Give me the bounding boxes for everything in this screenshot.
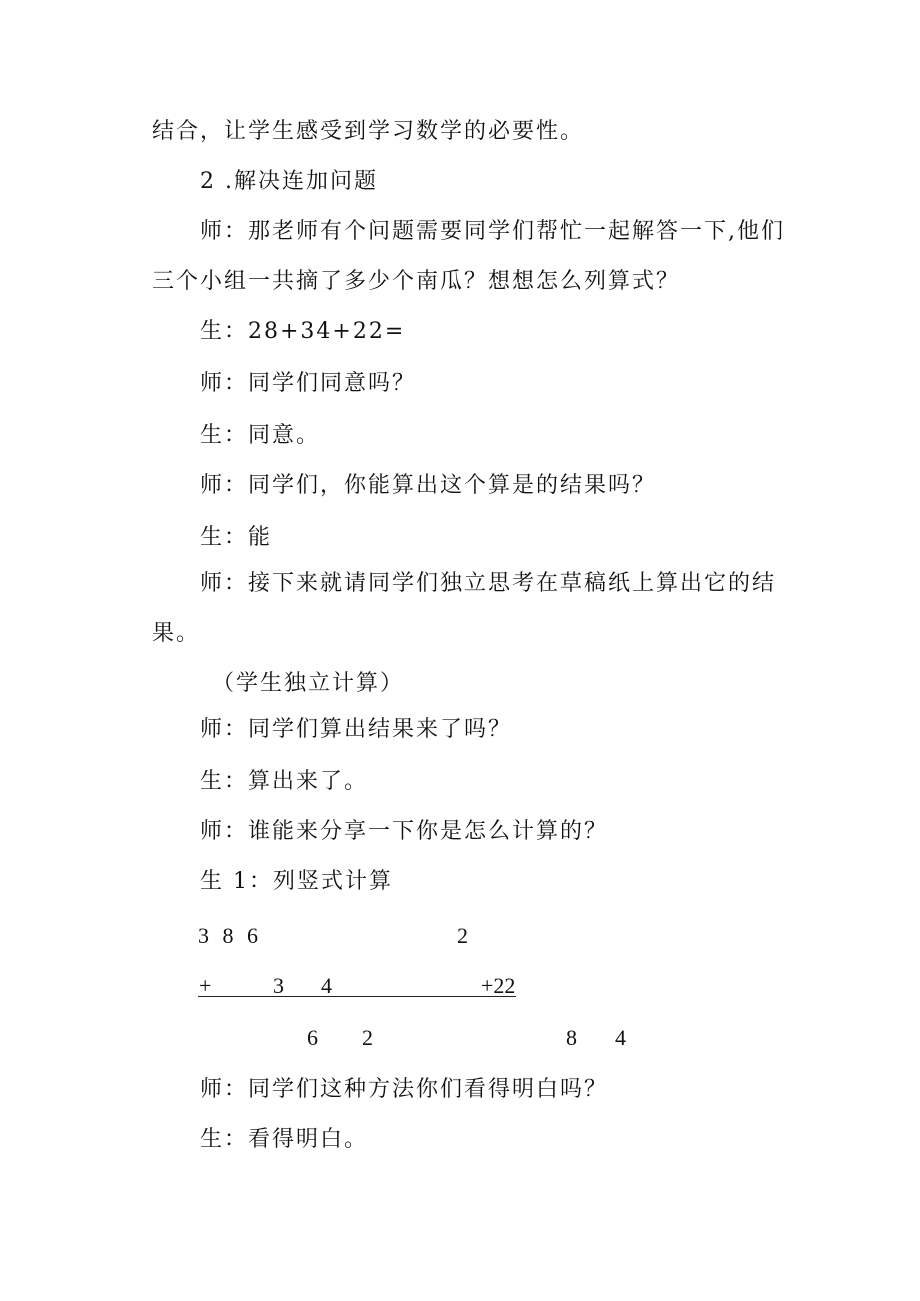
teacher-instruction-line-2: 果。 <box>152 621 201 646</box>
student-expression: 生：28+34+22= <box>200 319 406 344</box>
teacher-question-line-2: 三个小组一共摘了多少个南瓜？想想怎么列算式？ <box>152 269 681 294</box>
calc-row1-right: 2 <box>457 923 468 948</box>
calc-row2-right: +22 <box>481 973 516 998</box>
calc-row2-digit-b: 4 <box>321 973 332 998</box>
teacher-line: 师：谁能来分享一下你是怎么计算的？ <box>200 819 609 844</box>
paragraph-conclusion: 结合，让学生感受到学习数学的必要性。 <box>152 119 585 144</box>
calc-row3-digit-d: 4 <box>615 1025 626 1050</box>
calc-row3-digit-b: 2 <box>362 1025 373 1050</box>
student-line: 生：算出来了。 <box>200 769 369 794</box>
student-line: 生：看得明白。 <box>200 1127 369 1152</box>
teacher-line: 师：同学们这种方法你们看得明白吗？ <box>200 1077 609 1102</box>
teacher-line: 师：同学们，你能算出这个算是的结果吗？ <box>200 473 657 498</box>
teacher-question-line-1: 师：那老师有个问题需要同学们帮忙一起解答一下,他们 <box>200 219 785 244</box>
teacher-line: 师：同学们算出结果来了吗？ <box>200 717 513 742</box>
section-heading: 2 .解决连加问题 <box>200 169 378 194</box>
calc-row1-left: 3 8 6 <box>198 923 262 948</box>
calc-row2-plus: + <box>199 973 212 998</box>
stage-direction: （学生独立计算） <box>212 671 405 696</box>
student-line: 生：能 <box>200 525 273 550</box>
calc-underline <box>198 996 516 997</box>
student-line: 生 1：列竖式计算 <box>200 869 393 894</box>
calc-row3-digit-a: 6 <box>307 1025 318 1050</box>
teacher-instruction-line-1: 师：接下来就请同学们独立思考在草稿纸上算出它的结 <box>200 571 777 596</box>
calc-row2-digit-a: 3 <box>273 973 284 998</box>
teacher-line: 师：同学们同意吗？ <box>200 371 417 396</box>
calc-row3-digit-c: 8 <box>566 1025 577 1050</box>
student-line: 生：同意。 <box>200 423 321 448</box>
